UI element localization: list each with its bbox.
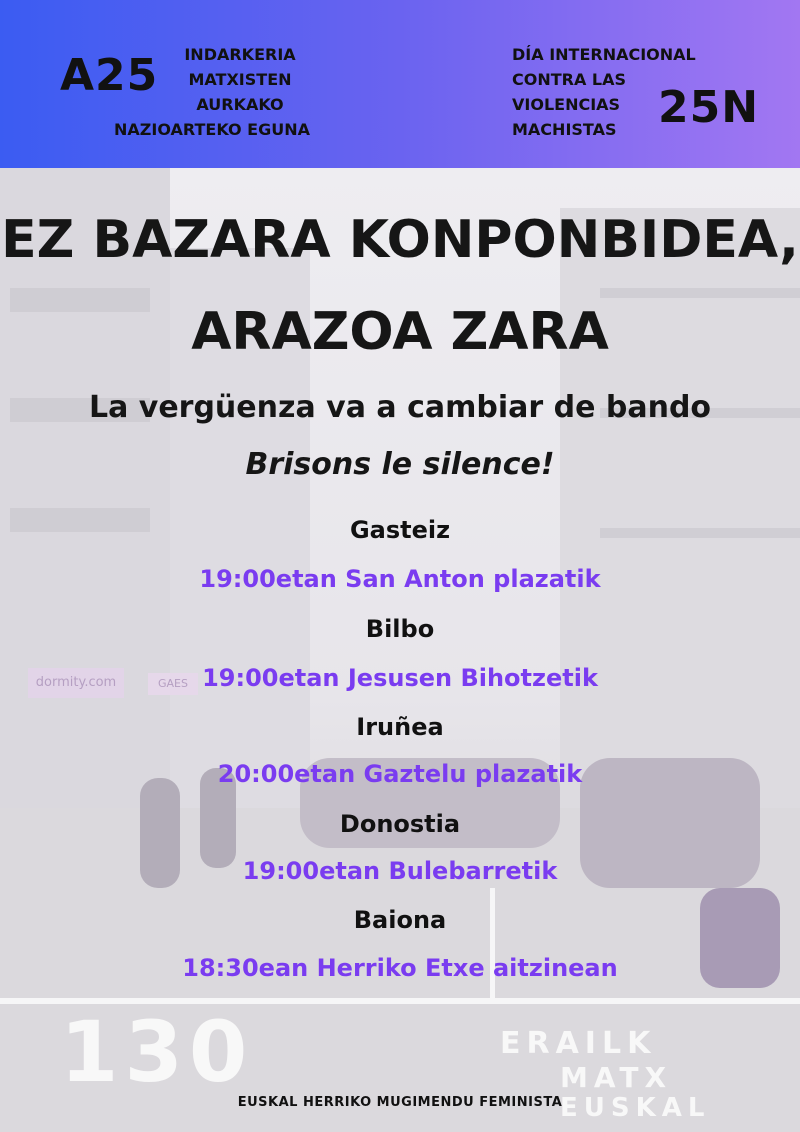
event-details-iruñea: 20:00etan Gaztelu plazatik <box>217 760 583 788</box>
street-word: ERAILK <box>500 1026 657 1061</box>
right-date-code: 25N <box>658 82 760 133</box>
event-city-donostia: Donostia <box>339 810 461 838</box>
basque-day-title: INDARKERIA MATXISTEN AURKAKO <box>184 45 296 114</box>
street-word: EUSKAL <box>560 1093 711 1123</box>
left-date-code: A25 <box>60 50 159 101</box>
street-number: 130 <box>60 1003 254 1101</box>
event-city-baiona: Baiona <box>353 906 447 934</box>
event-details-bilbo: 19:00etan Jesusen Bihotzetik <box>202 664 598 692</box>
event-city-iruñea: Iruñea <box>356 713 444 741</box>
header-banner <box>0 0 800 168</box>
shop-sign: dormity.com <box>28 668 124 698</box>
event-city-bilbo: Bilbo <box>365 615 435 643</box>
event-city-gasteiz: Gasteiz <box>349 516 451 544</box>
basque-day-title-last: NAZIOARTEKO EGUNA <box>113 120 310 139</box>
headline-line-2: ARAZOA ZARA <box>191 302 609 362</box>
event-details-gasteiz: 19:00etan San Anton plazatik <box>199 565 601 593</box>
event-details-donostia: 19:00etan Bulebarretik <box>242 857 558 885</box>
event-details-baiona: 18:30ean Herriko Etxe aitzinean <box>182 954 618 982</box>
shop-sign-2: GAES <box>148 673 198 695</box>
street-word: MATX <box>560 1061 673 1094</box>
spanish-subtitle: La vergüenza va a cambiar de bando <box>88 390 712 425</box>
spanish-day-title: DÍA INTERNACIONAL CONTRA LAS VIOLENCIAS MACHISTAS <box>512 45 696 139</box>
right-stripe <box>600 288 800 298</box>
organizer-footer: EUSKAL HERRIKO MUGIMENDU FEMINISTA <box>237 1095 563 1110</box>
headline-line-1: EZ BAZARA KONPONBIDEA, <box>1 210 799 270</box>
french-subtitle: Brisons le silence! <box>245 447 555 482</box>
